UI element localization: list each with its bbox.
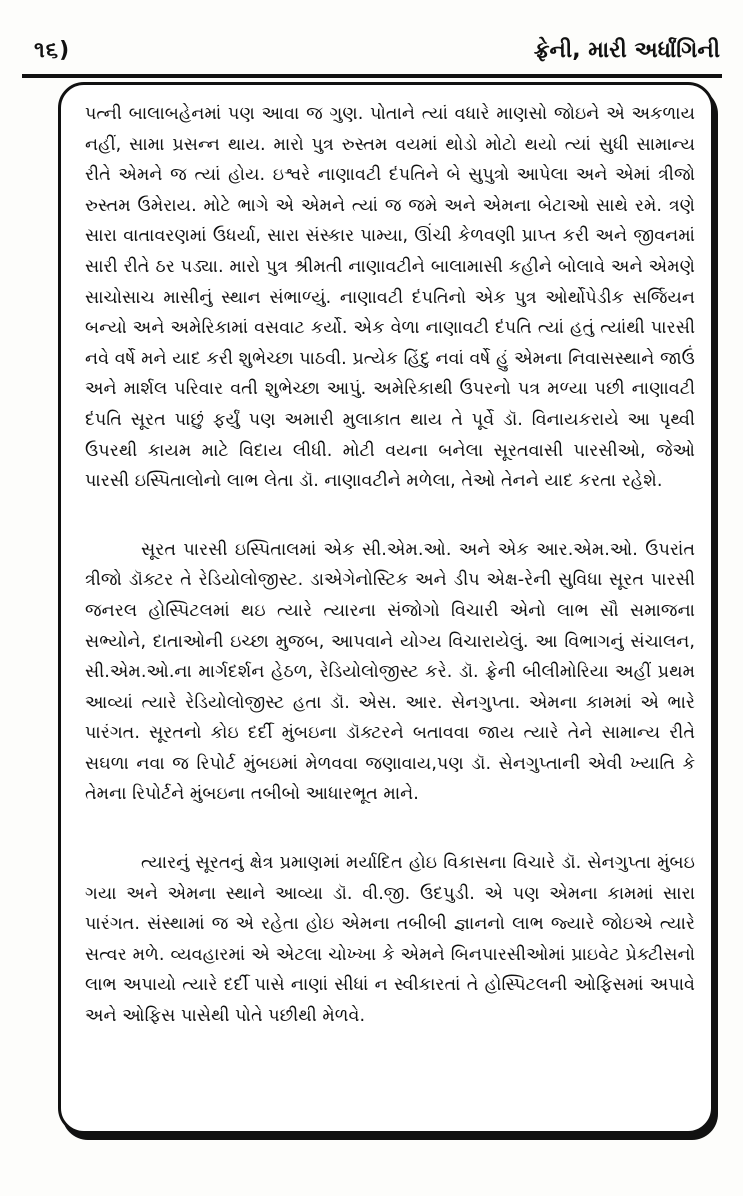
content-frame xyxy=(58,82,714,1134)
page-header xyxy=(22,24,722,76)
paragraph-radiology: સૂરત પારસી ઇસ્પિતાલમાં એક સી.એમ.ઓ. અને એક આર.એમ.ઓ. ઉપરાંત ત્રીજો ડૉક્ટર તે રેડિયોલોજીસ્ટ. ડાએગેનોસ્ટિક અને ડીપ એક્ષ-રેની સુવિધા સૂરત પારસી જનરલ હોસ્પિટલમાં થઇ ત્યારે ત્યારના સંજોગો વિચારી એનો લાભ સૌ સમાજના સભ્યોને, દાતાઓની ઇચ્છા મુજબ, આપવાને યોગ્ય વિચારાયેલું. આ વિભાગનું સંચાલન, સી.એમ.ઓ.ના માર્ગદર્શન હેઠળ, રેડિયોલોજીસ્ટ કરે. ડૉ. ફ્રેની બીલીમોરિયા અહીં પ્રથમ આવ્યાં ત્યારે રેડિયોલોજીસ્ટ હતા ડૉ. એસ. આર. સેનગુપ્તા. એમના કામમાં એ ભારે પારંગત. સૂરતનો કોઇ દર્દી મુંબઇના ડૉક્ટરને બતાવવા જાય ત્યારે તેને સામાન્ય રીતે સઘળા નવા જ રિપોર્ટ મુંબઇમાં મેળવવા જણાવાય,પણ ડૉ. સેનગુપ્તાની એવી ખ્યાતિ કે તેમના રિપોર્ટને મુંબઇના તબીબો આધારભૂત માને. xyxy=(85,539,695,805)
page-number: ૧૬) xyxy=(34,38,71,63)
running-title: ફ્રેની, મારી અર્ધાંગિની xyxy=(533,38,720,63)
body-text xyxy=(85,99,695,1032)
paragraph-continued: પત્ની બાલાબહેનમાં પણ આવા જ ગુણ. પોતાને ત્યાં વધારે માણસો જોઇને એ અકળાય નહીં, સામા પ્રસન્ન થાય. મારો પુત્ર રુસ્તમ વયમાં થોડો મોટો થયો ત્યાં સુધી સામાન્ય રીતે એમને જ ત્યાં હોય. ઇશ્વરે નાણાવટી દંપતિને બે સુપુત્રો આપેલા અને એમાં ત્રીજો રુસ્તમ ઉમેરાય. મોટે ભાગે એ એમને ત્યાં જ જમે અને એમના બેટાઓ સાથે રમે. ત્રણે સારા વાતાવરણમાં ઉધર્યા, સારા સંસ્કાર પામ્યા, ઊંચી કેળવણી પ્રાપ્ત કરી અને જીવનમાં સારી રીતે ઠર પડ્યા. મારો પુત્ર શ્રીમતી નાણાવટીને બાલામાસી કહીને બોલાવે અને એમણે સાચોસાચ માસીનું સ્થાન સંભાળ્યું. નાણાવટી દંપતિનો એક પુત્ર ઓર્થોપેડીક સર્જિયન બન્યો અને અમેરિકામાં વસવાટ કર્યો. એક વેળા નાણાવટી દંપતિ ત્યાં હતું ત્યાંથી પારસી નવે વર્ષે મને યાદ કરી શુભેચ્છા પાઠવી. પ્રત્યેક હિંદુ નવાં વર્ષે હું એમના નિવાસસ્થાને જાઉં અને માર્શલ પરિવાર વતી શુભેચ્છા આપું. અમેરિકાથી ઉપરનો પત્ર મળ્યા પછી નાણાવટી દંપતિ સૂરત પાછું ફર્યું પણ અમારી મુલાકાત થાય તે પૂર્વે ડૉ. વિનાયકરાયે આ પૃથ્વી ઉપરથી કાયમ માટે વિદાય લીધી. મોટી વયના બનેલા સૂરતવાસી પારસીઓ, જેઓ પારસી ઇસ્પિતાલોનો લાભ લેતા ડૉ. નાણાવટીને મળેલા, તેઓ તેનને યાદ કરતા રહેશે. xyxy=(85,104,695,492)
header-rule xyxy=(22,74,722,78)
paragraph-successor: ત્યારનું સૂરતનું ક્ષેત્ર પ્રમાણમાં મર્યાદિત હોઇ વિકાસના વિચારે ડૉ. સેનગુપ્તા મુંબઇ ગયા અને એમના સ્થાને આવ્યા ડૉ. વી.જી. ઉદપુડી. એ પણ એમના કામમાં સારા પારંગત. સંસ્થામાં જ એ રહેતા હોઇ એમના તબીબી જ્ઞાનનો લાભ જ્યારે જોઇએ ત્યારે સત્વર મળે. વ્યવહારમાં એ એટલા ચોખ્ખા કે એમને બિનપારસીઓમાં પ્રાઇવેટ પ્રેક્ટીસનો લાભ અપાયો ત્યારે દર્દી પાસે નાણાં સીધાં ન સ્વીકારતાં તે હોસ્પિટલની ઓફિસમાં અપાવે અને ઓફિસ પાસેથી પોતે પછીથી મેળવે. xyxy=(85,853,695,1027)
